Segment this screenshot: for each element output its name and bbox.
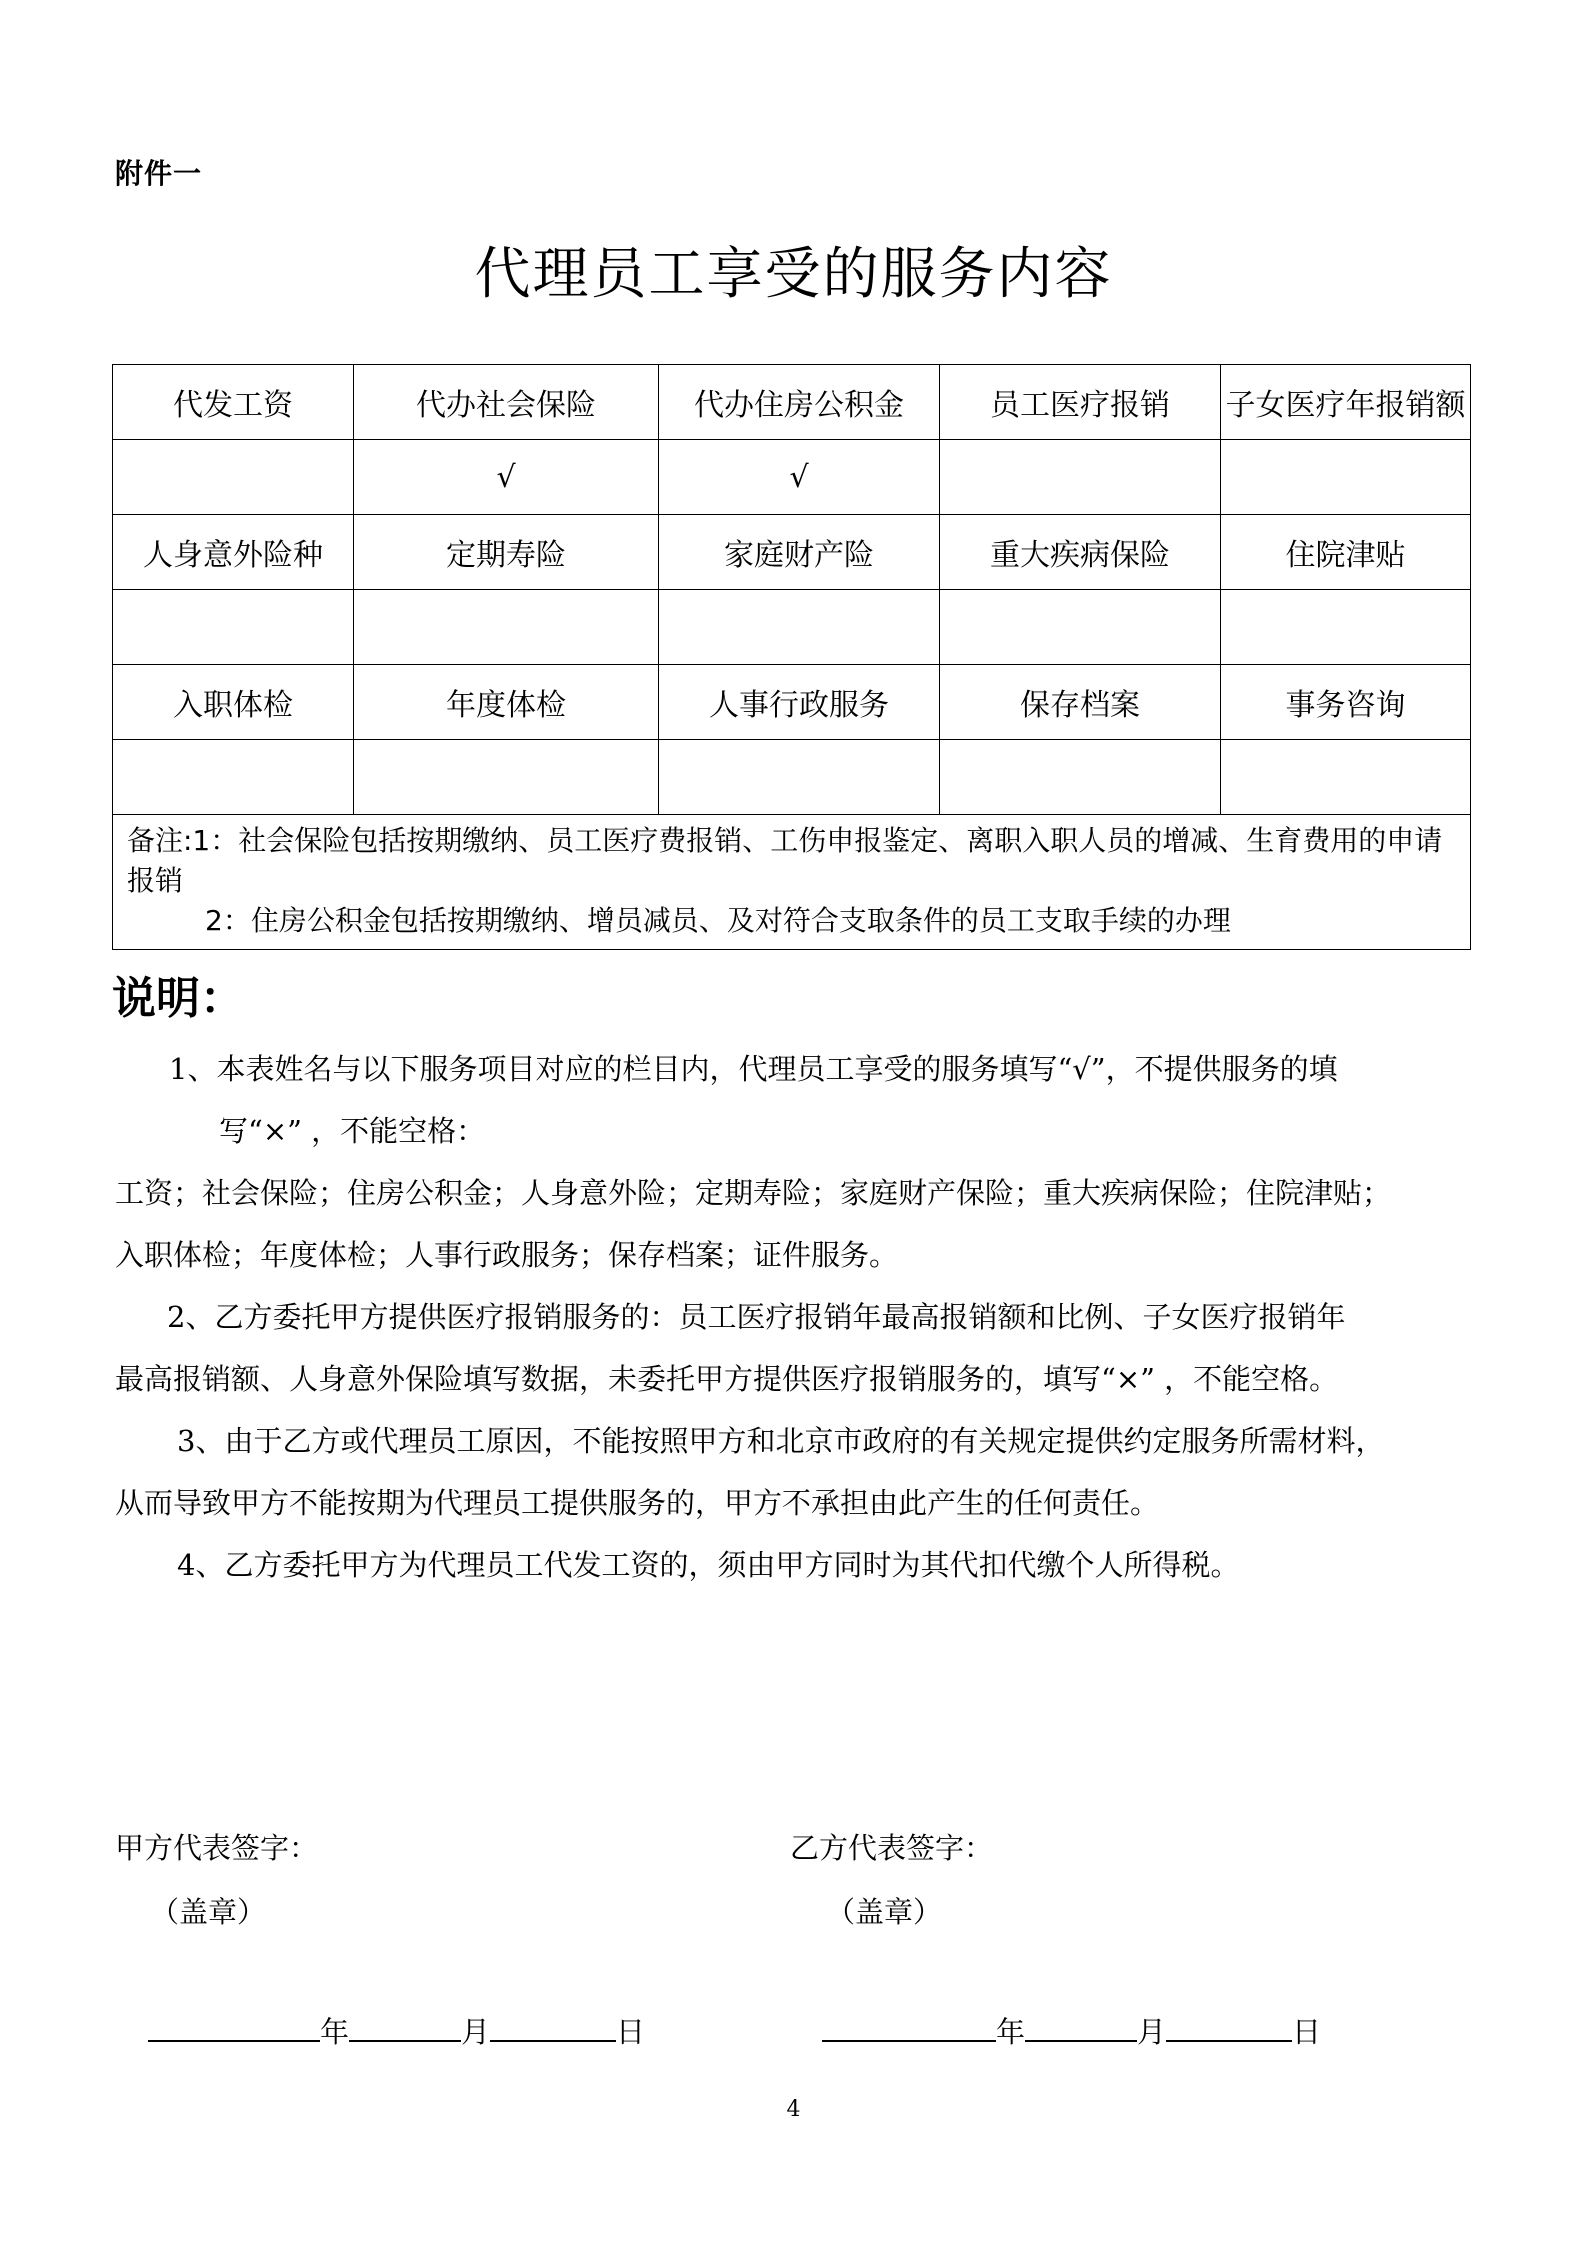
party-a-signature-label: 甲方代表签字：	[115, 1831, 319, 1865]
party-b-signature-label: 乙方代表签字：	[790, 1831, 994, 1865]
service-value-cell[interactable]	[659, 590, 940, 665]
table-note	[113, 815, 1471, 950]
day-label: 日	[1292, 2015, 1322, 2049]
service-value-cell[interactable]	[354, 740, 659, 815]
party-a-day-blank[interactable]	[490, 2010, 616, 2042]
service-header-cell: 代办住房公积金	[659, 365, 940, 440]
para-2-line-2: 最高报销额、人身意外保险填写数据，未委托甲方提供医疗报销服务的，填写“×” ，不能空格。	[115, 1362, 1339, 1396]
para-3-line-1: 3、由于乙方或代理员工原因，不能按照甲方和北京市政府的有关规定提供约定服务所需材料，	[177, 1424, 1385, 1458]
party-a-seal-label: （盖章）	[150, 1895, 267, 1929]
service-header-cell: 代发工资	[113, 365, 354, 440]
service-header-cell: 事务咨询	[1221, 665, 1471, 740]
table-row	[113, 515, 1471, 590]
service-header-cell: 员工医疗报销	[940, 365, 1221, 440]
para-1-line-3: 工资；社会保险；住房公积金；人身意外险；定期寿险；家庭财产保险；重大疾病保险；住院津贴；	[115, 1176, 1392, 1210]
service-value-cell[interactable]	[113, 740, 354, 815]
service-value-cell[interactable]	[940, 590, 1221, 665]
month-label: 月	[1137, 2015, 1167, 2049]
service-header-cell: 子女医疗年报销额	[1221, 365, 1471, 440]
service-header-cell: 保存档案	[940, 665, 1221, 740]
service-header-cell: 代办社会保险	[354, 365, 659, 440]
table-row	[113, 590, 1471, 665]
service-value-cell[interactable]	[1221, 740, 1471, 815]
service-header-cell: 人事行政服务	[659, 665, 940, 740]
service-value-cell[interactable]	[1221, 440, 1471, 515]
para-1-line-1: 1、本表姓名与以下服务项目对应的栏目内，代理员工享受的服务填写“√”，不提供服务的填	[169, 1052, 1338, 1086]
party-a-year-blank[interactable]	[148, 2010, 320, 2042]
service-header-cell: 家庭财产险	[659, 515, 940, 590]
page-number: 4	[786, 2097, 801, 2122]
service-table	[112, 364, 1471, 950]
service-header-cell: 人身意外险种	[113, 515, 354, 590]
party-b-day-blank[interactable]	[1166, 2010, 1292, 2042]
party-b-date-line	[822, 2010, 1321, 2051]
party-a-date-line	[148, 2010, 645, 2051]
service-header-cell: 住院津贴	[1221, 515, 1471, 590]
service-value-cell[interactable]	[940, 740, 1221, 815]
party-b-year-blank[interactable]	[822, 2010, 996, 2042]
service-value-cell[interactable]: √	[354, 440, 659, 515]
service-value-cell[interactable]	[940, 440, 1221, 515]
year-label: 年	[320, 2015, 350, 2049]
para-2-line-1: 2、乙方委托甲方提供医疗报销服务的：员工医疗报销年最高报销额和比例、子女医疗报销年	[167, 1300, 1346, 1334]
service-header-cell: 重大疾病保险	[940, 515, 1221, 590]
para-1-line-4: 入职体检；年度体检；人事行政服务；保存档案；证件服务。	[115, 1238, 899, 1272]
para-1-line-2: 写“×” ，不能空格：	[219, 1114, 486, 1148]
service-header-cell: 入职体检	[113, 665, 354, 740]
party-b-month-blank[interactable]	[1025, 2010, 1137, 2042]
party-b-seal-label: （盖章）	[826, 1895, 943, 1929]
party-a-month-blank[interactable]	[349, 2010, 461, 2042]
explanation-heading: 说明：	[112, 973, 244, 1024]
year-label: 年	[996, 2015, 1026, 2049]
service-value-cell[interactable]	[113, 590, 354, 665]
service-value-cell[interactable]	[659, 740, 940, 815]
table-row	[113, 665, 1471, 740]
service-value-cell[interactable]	[1221, 590, 1471, 665]
service-value-cell[interactable]: √	[659, 440, 940, 515]
para-3-line-2: 从而导致甲方不能按期为代理员工提供服务的，甲方不承担由此产生的任何责任。	[115, 1486, 1160, 1520]
attachment-label: 附件一	[115, 157, 203, 190]
table-row	[113, 440, 1471, 515]
month-label: 月	[461, 2015, 491, 2049]
table-row	[113, 740, 1471, 815]
note-line-1: 备注:1：社会保险包括按期缴纳、员工医疗费报销、工伤申报鉴定、离职入职人员的增减、生育费用的申请报销	[127, 824, 1443, 897]
para-4-line-1: 4、乙方委托甲方为代理员工代发工资的，须由甲方同时为其代扣代缴个人所得税。	[177, 1548, 1240, 1582]
note-line-2: 2：住房公积金包括按期缴纳、增员减员、及对符合支取条件的员工支取手续的办理	[205, 904, 1231, 937]
page-title: 代理员工享受的服务内容	[474, 242, 1113, 307]
table-row	[113, 365, 1471, 440]
day-label: 日	[616, 2015, 646, 2049]
service-value-cell[interactable]	[113, 440, 354, 515]
service-value-cell[interactable]	[354, 590, 659, 665]
service-header-cell: 定期寿险	[354, 515, 659, 590]
service-header-cell: 年度体检	[354, 665, 659, 740]
